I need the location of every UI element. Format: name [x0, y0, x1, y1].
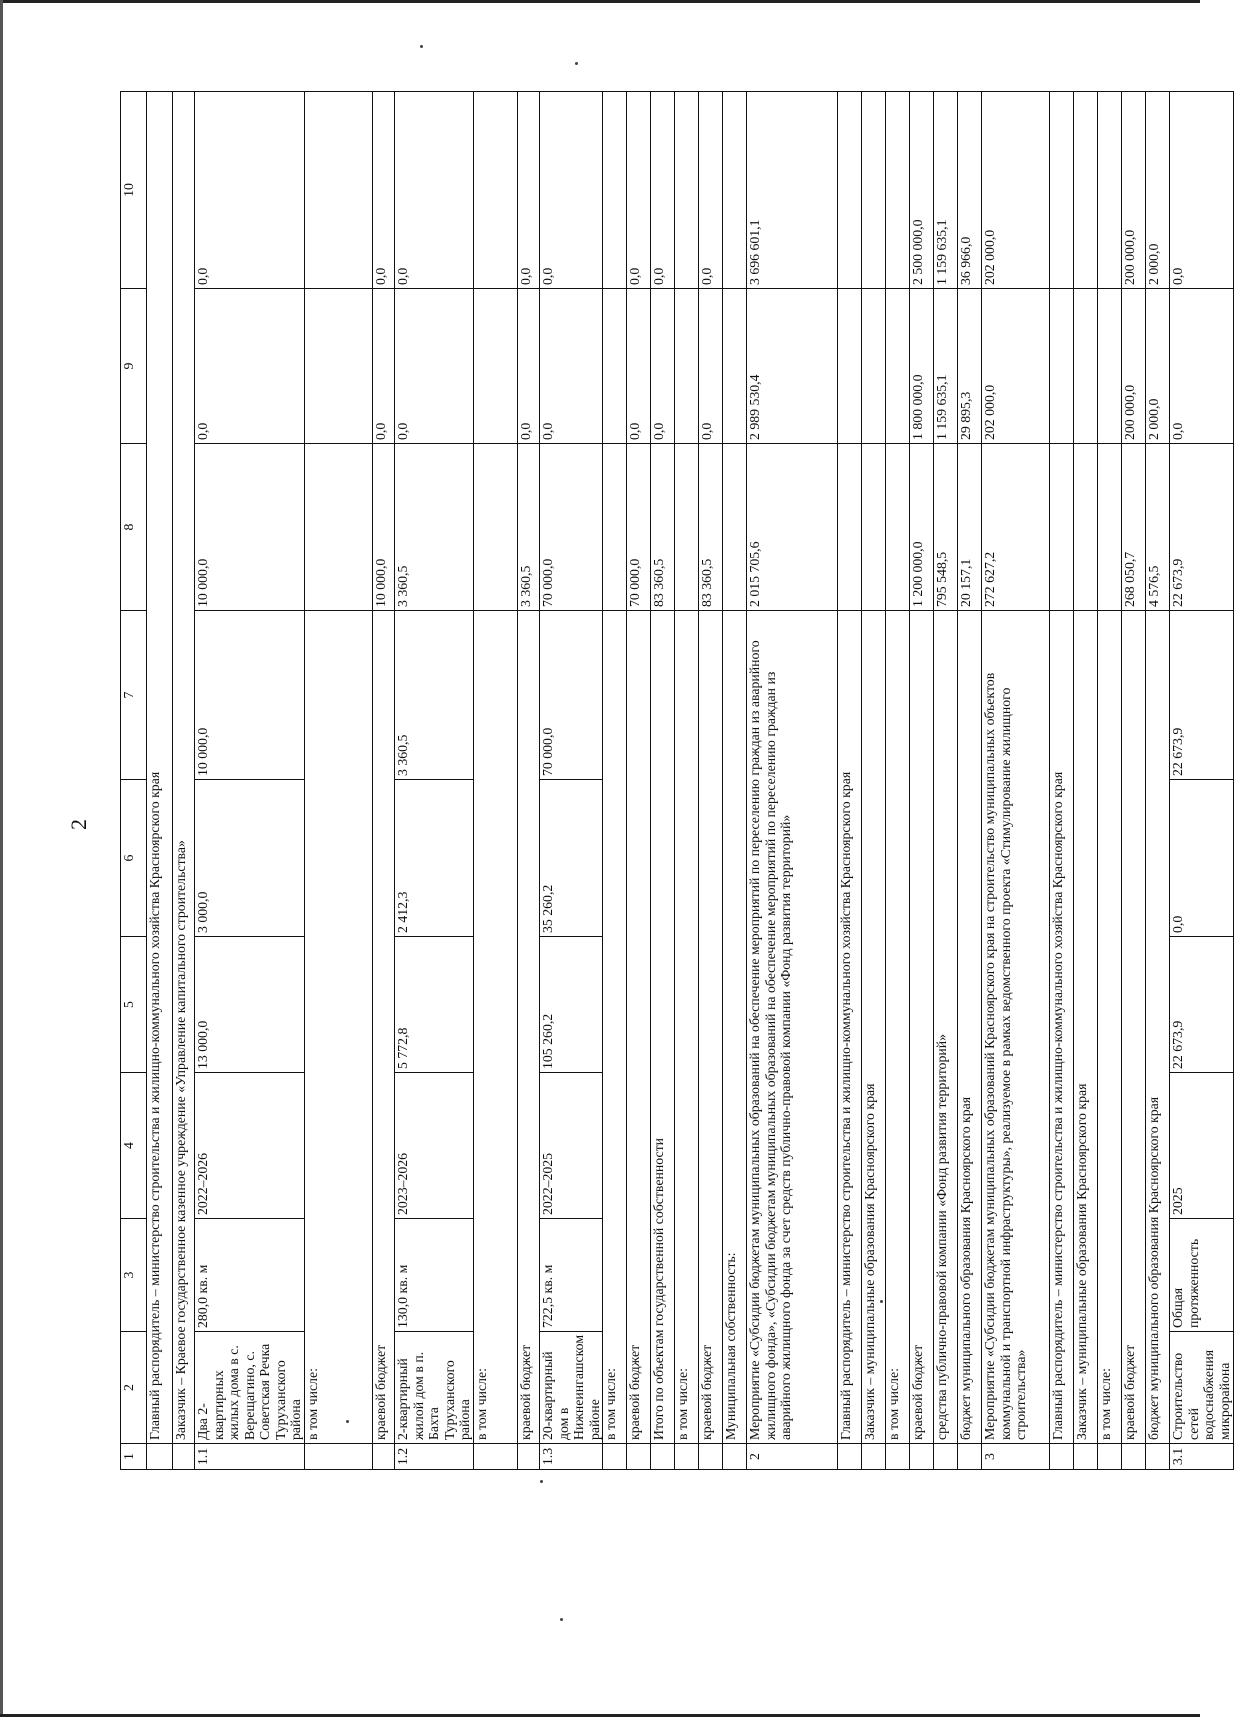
- table-cell: 2025: [1170, 1073, 1233, 1219]
- value-cell: [1050, 444, 1074, 611]
- number-cell: [958, 1444, 982, 1470]
- value-cell: [305, 289, 373, 444]
- table-row: [603, 92, 627, 1470]
- table-row: [958, 92, 982, 1470]
- row-label: краевой бюджет: [699, 611, 723, 1444]
- value-cell: [862, 444, 886, 611]
- table-cell: Два 2-квартирных жилых дома в с. Верещагино, с. Советская Речка Туруханского района: [195, 1332, 305, 1444]
- value-cell: 2 015 705,6: [747, 444, 838, 611]
- value-cell: [1050, 92, 1074, 289]
- value-cell: 1 159 635,1: [934, 92, 958, 289]
- row-label: в том числе:: [473, 611, 517, 1444]
- row-label: Главный распорядитель – министерство строительства и жилищно-коммунального хозяйства Красноярского края: [838, 611, 862, 1444]
- value-cell: 83 360,5: [651, 444, 675, 611]
- table-row: [473, 92, 517, 1470]
- row-label: краевой бюджет: [517, 611, 539, 1444]
- row-label: бюджет муниципального образования Красноярского края: [958, 611, 982, 1444]
- number-cell: [651, 1444, 675, 1470]
- column-header: 7: [121, 611, 147, 780]
- value-cell: [838, 92, 862, 289]
- value-cell: 0,0: [373, 92, 395, 289]
- table-row: [147, 92, 173, 1470]
- value-cell: 0,0: [627, 289, 651, 444]
- column-header: 10: [121, 92, 147, 289]
- value-cell: [675, 444, 699, 611]
- value-cell: 70 000,0: [627, 444, 651, 611]
- value-cell: [473, 289, 517, 444]
- number-cell: [147, 1444, 173, 1470]
- number-cell: 1.1: [195, 1444, 305, 1470]
- column-header: 4: [121, 1073, 147, 1219]
- table-row: [1122, 92, 1146, 1470]
- number-cell: 3: [982, 1444, 1050, 1470]
- table-cell: 0,0: [1170, 92, 1233, 289]
- value-cell: [473, 92, 517, 289]
- row-label: Муниципальная собственность:: [723, 611, 747, 1444]
- value-cell: [1074, 289, 1098, 444]
- row-label: средства публично-правовой компании «Фонд развития территорий»: [934, 611, 958, 1444]
- number-cell: [934, 1444, 958, 1470]
- value-cell: 2 000,0: [1146, 92, 1170, 289]
- number-cell: [603, 1444, 627, 1470]
- table-row: [886, 92, 910, 1470]
- table-row: [982, 92, 1050, 1470]
- table-cell: 13 000,0: [195, 937, 305, 1073]
- number-cell: [1050, 1444, 1074, 1470]
- scan-speck: [540, 1480, 543, 1483]
- table-row: [195, 92, 305, 1470]
- table-row: [699, 92, 723, 1470]
- table-cell: 0,0: [539, 289, 602, 444]
- header-row: [121, 92, 147, 1470]
- value-cell: 83 360,5: [699, 444, 723, 611]
- number-cell: [675, 1444, 699, 1470]
- number-cell: [1098, 1444, 1122, 1470]
- value-cell: 0,0: [699, 92, 723, 289]
- table-row: [1050, 92, 1074, 1470]
- table-cell: 722,5 кв. м: [539, 1219, 602, 1332]
- table-cell: 3 360,5: [395, 444, 474, 611]
- budget-table: [120, 91, 1234, 1470]
- table-cell: 0,0: [195, 289, 305, 444]
- value-cell: [473, 444, 517, 611]
- value-cell: 0,0: [699, 289, 723, 444]
- row-label: Заказчик – муниципальные образования Красноярского края: [862, 611, 886, 1444]
- value-cell: 268 050,7: [1122, 444, 1146, 611]
- value-cell: 202 000,0: [982, 289, 1050, 444]
- value-cell: [862, 92, 886, 289]
- value-cell: [1098, 289, 1122, 444]
- value-cell: [1074, 444, 1098, 611]
- item-description: Мероприятие «Субсидии бюджетам муниципальных образований Красноярского края на строительство муниципальных объектов коммунальной и транспортной инфраструктуры», реализуемое в рамках ведомственного проекта «Стимулирование жилищного строительства»: [982, 611, 1050, 1444]
- row-label: краевой бюджет: [1122, 611, 1146, 1444]
- table-cell: 0,0: [1170, 289, 1233, 444]
- value-cell: [723, 289, 747, 444]
- value-cell: 2 500 000,0: [910, 92, 934, 289]
- number-cell: [627, 1444, 651, 1470]
- value-cell: [886, 289, 910, 444]
- table-cell: 2023–2026: [395, 1073, 474, 1219]
- table-cell: 2 412,3: [395, 780, 474, 937]
- value-cell: 0,0: [517, 289, 539, 444]
- value-cell: 0,0: [373, 289, 395, 444]
- section-label: Главный распорядитель – министерство строительства и жилищно-коммунального хозяйства Красноярского края: [147, 92, 173, 1444]
- value-cell: 3 360,5: [517, 444, 539, 611]
- table-cell: 0,0: [395, 289, 474, 444]
- table-row: [651, 92, 675, 1470]
- table-cell: 0,0: [395, 92, 474, 289]
- number-cell: [838, 1444, 862, 1470]
- value-cell: [603, 444, 627, 611]
- number-cell: 1.3: [539, 1444, 602, 1470]
- value-cell: 0,0: [651, 289, 675, 444]
- table-cell: Общая протяженность: [1170, 1219, 1233, 1332]
- row-label: Заказчик – муниципальные образования Красноярского края: [1074, 611, 1098, 1444]
- table-row: [627, 92, 651, 1470]
- table-row: [934, 92, 958, 1470]
- table-cell: 280,0 кв. м: [195, 1219, 305, 1332]
- value-cell: [675, 92, 699, 289]
- table-row: [173, 92, 195, 1470]
- table-row: [838, 92, 862, 1470]
- row-label: в том числе:: [675, 611, 699, 1444]
- table-row: [539, 92, 602, 1470]
- row-label: краевой бюджет: [627, 611, 651, 1444]
- value-cell: [886, 444, 910, 611]
- value-cell: 2 989 530,4: [747, 289, 838, 444]
- number-cell: 2: [747, 1444, 838, 1470]
- column-header: 1: [121, 1444, 147, 1470]
- number-cell: [862, 1444, 886, 1470]
- value-cell: [1098, 444, 1122, 611]
- value-cell: 272 627,2: [982, 444, 1050, 611]
- value-cell: 1 800 000,0: [910, 289, 934, 444]
- table-cell: 22 673,9: [1170, 444, 1233, 611]
- value-cell: [1050, 289, 1074, 444]
- value-cell: 1 159 635,1: [934, 289, 958, 444]
- number-cell: [473, 1444, 517, 1470]
- row-label: бюджет муниципального образования Красноярского края: [1146, 611, 1170, 1444]
- table-row: [675, 92, 699, 1470]
- scan-speck: [420, 45, 423, 48]
- value-cell: 202 000,0: [982, 92, 1050, 289]
- value-cell: 29 895,3: [958, 289, 982, 444]
- column-header: 5: [121, 937, 147, 1073]
- row-label: краевой бюджет: [373, 611, 395, 1444]
- value-cell: 36 966,0: [958, 92, 982, 289]
- value-cell: 3 696 601,1: [747, 92, 838, 289]
- table-row: [395, 92, 474, 1470]
- number-cell: [1146, 1444, 1170, 1470]
- value-cell: [305, 92, 373, 289]
- table-cell: 10 000,0: [195, 444, 305, 611]
- number-cell: [373, 1444, 395, 1470]
- table-row: [517, 92, 539, 1470]
- table-cell: 2022–2025: [539, 1073, 602, 1219]
- value-cell: [675, 289, 699, 444]
- number-cell: [305, 1444, 373, 1470]
- table-body: [121, 92, 1234, 1470]
- row-label: краевой бюджет: [910, 611, 934, 1444]
- scan-edge-top: [0, 0, 1200, 3]
- table-cell: 0,0: [539, 92, 602, 289]
- table-row: [723, 92, 747, 1470]
- value-cell: [1098, 92, 1122, 289]
- value-cell: [886, 92, 910, 289]
- number-cell: [517, 1444, 539, 1470]
- number-cell: [1122, 1444, 1146, 1470]
- value-cell: [723, 444, 747, 611]
- section-label: Заказчик – Краевое государственное казенное учреждение «Управление капитального строительства»: [173, 92, 195, 1444]
- table-row: [305, 92, 373, 1470]
- table-row: [1170, 92, 1233, 1470]
- number-cell: [173, 1444, 195, 1470]
- value-cell: [603, 289, 627, 444]
- table-row: [373, 92, 395, 1470]
- row-label: Главный распорядитель – министерство строительства и жилищно-коммунального хозяйства Красноярского края: [1050, 611, 1074, 1444]
- column-header: 2: [121, 1332, 147, 1444]
- table-cell: 70 000,0: [539, 444, 602, 611]
- table-cell: 70 000,0: [539, 611, 602, 780]
- table-cell: 2022–2026: [195, 1073, 305, 1219]
- number-cell: [723, 1444, 747, 1470]
- value-cell: [838, 289, 862, 444]
- number-cell: [1074, 1444, 1098, 1470]
- table-cell: 0,0: [195, 92, 305, 289]
- column-header: 6: [121, 780, 147, 937]
- table-cell: 22 673,9: [1170, 937, 1233, 1073]
- value-cell: 10 000,0: [373, 444, 395, 611]
- table-cell: 20-квартирный дом в Нижнеингашском районе: [539, 1332, 602, 1444]
- value-cell: [838, 444, 862, 611]
- table-row: [910, 92, 934, 1470]
- value-cell: 2 000,0: [1146, 289, 1170, 444]
- number-cell: [910, 1444, 934, 1470]
- scan-speck: [560, 1618, 563, 1621]
- row-label: в том числе:: [603, 611, 627, 1444]
- scan-speck: [575, 62, 578, 65]
- value-cell: 200 000,0: [1122, 92, 1146, 289]
- value-cell: [603, 92, 627, 289]
- value-cell: [1074, 92, 1098, 289]
- row-label: в том числе:: [886, 611, 910, 1444]
- value-cell: 1 200 000,0: [910, 444, 934, 611]
- table-cell: 105 260,2: [539, 937, 602, 1073]
- table-row: [862, 92, 886, 1470]
- value-cell: 0,0: [517, 92, 539, 289]
- value-cell: 0,0: [651, 92, 675, 289]
- table-row: [1146, 92, 1170, 1470]
- column-header: 3: [121, 1219, 147, 1332]
- value-cell: 795 548,5: [934, 444, 958, 611]
- number-cell: 1.2: [395, 1444, 474, 1470]
- table-cell: 3 000,0: [195, 780, 305, 937]
- row-label: в том числе:: [305, 611, 373, 1444]
- item-description: Мероприятие «Субсидии бюджетам муниципальных образований на обеспечение мероприятий по переселению граждан из аварийного жилищного фонда», «Субсидии бюджетам муниципальных образований на обеспечение мероприятий по переселению граждан из аварийного жилищного фонда за счет средств публично-правовой компании «Фонд развития территорий»: [747, 611, 838, 1444]
- value-cell: [305, 444, 373, 611]
- column-header: 9: [121, 289, 147, 444]
- column-header: 8: [121, 444, 147, 611]
- page-number: 2: [66, 819, 91, 830]
- table-cell: 5 772,8: [395, 937, 474, 1073]
- table-row: [1098, 92, 1122, 1470]
- table-row: [1074, 92, 1098, 1470]
- value-cell: 20 157,1: [958, 444, 982, 611]
- scan-edge-left: [0, 0, 3, 1717]
- table-cell: 22 673,9: [1170, 611, 1233, 780]
- table-cell: 10 000,0: [195, 611, 305, 780]
- table-cell: 3 360,5: [395, 611, 474, 780]
- table-cell: 2-квартирный жилой дом в п. Бахта Туруханского района: [395, 1332, 474, 1444]
- number-cell: [699, 1444, 723, 1470]
- table-cell: 0,0: [1170, 780, 1233, 937]
- table-cell: 35 260,2: [539, 780, 602, 937]
- row-label: в том числе:: [1098, 611, 1122, 1444]
- table-cell: Строительство сетей водоснабжения микрорайона: [1170, 1332, 1233, 1444]
- number-cell: 3.1: [1170, 1444, 1233, 1470]
- value-cell: [862, 289, 886, 444]
- value-cell: 4 576,5: [1146, 444, 1170, 611]
- number-cell: [886, 1444, 910, 1470]
- table-cell: 130,0 кв. м: [395, 1219, 474, 1332]
- row-label: Итого по объектам государственной собственности: [651, 611, 675, 1444]
- value-cell: 0,0: [627, 92, 651, 289]
- value-cell: [723, 92, 747, 289]
- value-cell: 200 000,0: [1122, 289, 1146, 444]
- table-row: [747, 92, 838, 1470]
- rotated-table-wrapper: [120, 92, 1232, 1470]
